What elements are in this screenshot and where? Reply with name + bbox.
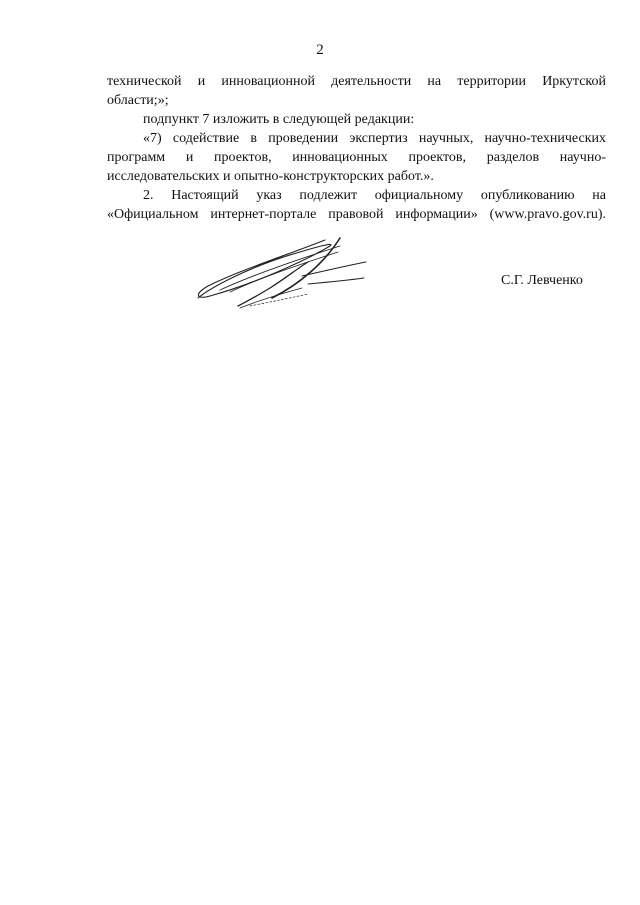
body-line-4: «7) содействие в проведении экспертиз научных, научно-технических [143, 131, 606, 146]
handwritten-signature-icon [190, 232, 370, 314]
body-line-7: 2. Настоящий указ подлежит официальному опубликованию на [143, 188, 606, 203]
page-number: 2 [316, 42, 324, 58]
body-line-2: области;»; [107, 93, 169, 108]
body-line-8: «Официальном интернет-портале правовой информации» (www.pravo.gov.ru). [107, 207, 606, 222]
body-line-3: подпункт 7 изложить в следующей редакции: [143, 112, 415, 127]
body-line-6: исследовательских и опытно-конструкторских работ.». [107, 169, 434, 184]
signer-name: С.Г. Левченко [501, 273, 583, 288]
document-body [107, 72, 606, 224]
body-line-5: программ и проектов, инновационных проектов, разделов научно- [107, 150, 606, 165]
body-line-1: технической и инновационной деятельности на территории Иркутской [107, 74, 606, 89]
